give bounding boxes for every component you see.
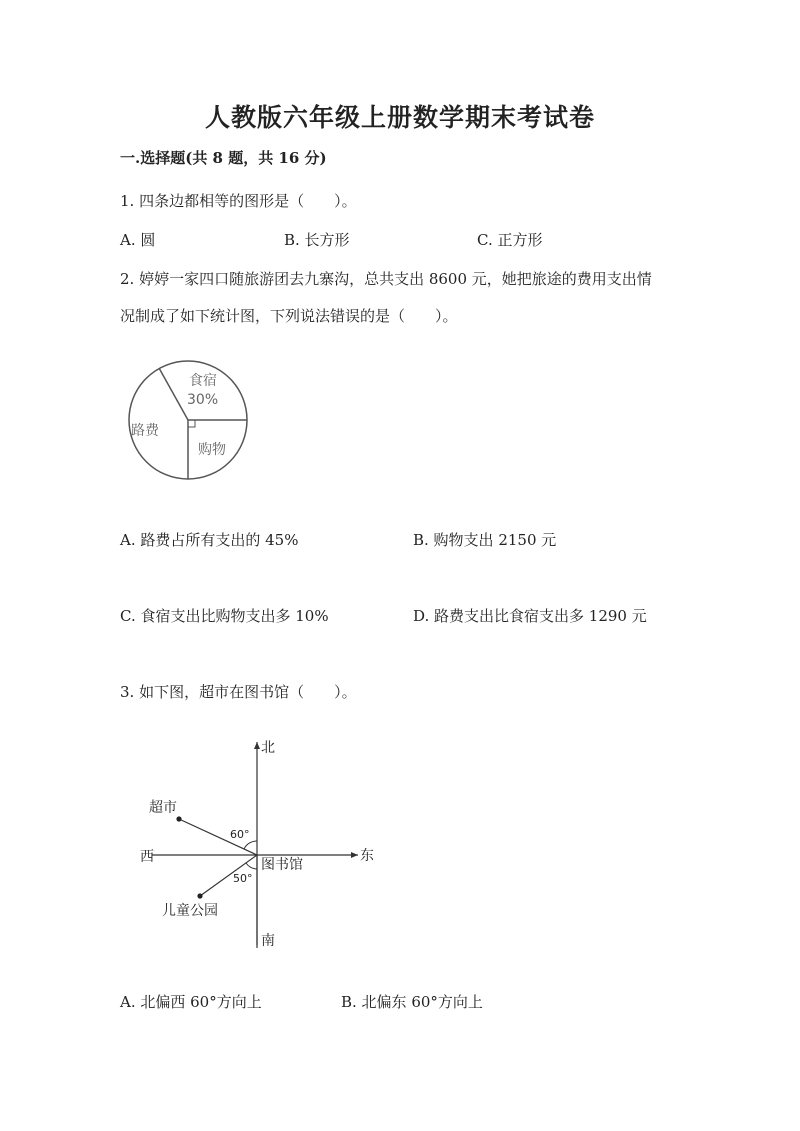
question-2-text-line2: 况制成了如下统计图，下列说法错误的是（ ）。 bbox=[120, 307, 458, 325]
question-1-option-a: A. 圆 bbox=[120, 231, 156, 249]
north-label: 北 bbox=[261, 740, 275, 756]
expense-pie-chart bbox=[120, 355, 270, 485]
east-label: 东 bbox=[360, 848, 374, 864]
supermarket-point bbox=[176, 816, 181, 821]
park-point bbox=[197, 893, 202, 898]
supermarket-label: 超市 bbox=[149, 800, 177, 816]
question-2-option-a: A. 路费占所有支出的 45% bbox=[120, 531, 299, 549]
question-2-option-b: B. 购物支出 2150 元 bbox=[413, 531, 557, 549]
question-3-text: 3. 如下图，超市在图书馆（ ）。 bbox=[120, 683, 357, 701]
question-2-option-d: D. 路费支出比食宿支出多 1290 元 bbox=[413, 607, 647, 625]
compass-diagram bbox=[130, 730, 390, 960]
pie-label-travel: 路费 bbox=[131, 423, 159, 439]
park-label: 儿童公园 bbox=[162, 903, 218, 919]
question-3-option-a: A. 北偏西 60°方向上 bbox=[120, 993, 262, 1011]
pie-divider-1 bbox=[159, 368, 188, 420]
south-label: 南 bbox=[261, 933, 275, 949]
question-2-option-c: C. 食宿支出比购物支出多 10% bbox=[120, 607, 329, 625]
question-1-option-b: B. 长方形 bbox=[284, 231, 350, 249]
question-2-text-line1: 2. 婷婷一家四口随旅游团去九寨沟，总共支出 8600 元，她把旅途的费用支出情 bbox=[120, 270, 652, 288]
angle-50-label: 50° bbox=[233, 872, 253, 885]
angle-arc-60 bbox=[244, 841, 257, 849]
angle-arc-50 bbox=[246, 863, 257, 869]
angle-60-label: 60° bbox=[230, 828, 250, 841]
pie-value-food: 30% bbox=[187, 392, 219, 408]
page-title: 人教版六年级上册数学期末考试卷 bbox=[204, 103, 595, 132]
section-heading: 一.选择题(共 8 题，共 16 分) bbox=[120, 149, 327, 167]
pie-label-shopping: 购物 bbox=[198, 442, 226, 458]
west-label: 西 bbox=[140, 849, 154, 865]
pie-label-food: 食宿 bbox=[189, 373, 217, 389]
library-label: 图书馆 bbox=[261, 857, 303, 873]
right-angle-mark bbox=[188, 420, 195, 427]
question-1-option-c: C. 正方形 bbox=[477, 231, 543, 249]
question-3-option-b: B. 北偏东 60°方向上 bbox=[341, 993, 483, 1011]
question-1-text: 1. 四条边都相等的图形是（ ）。 bbox=[120, 192, 357, 210]
